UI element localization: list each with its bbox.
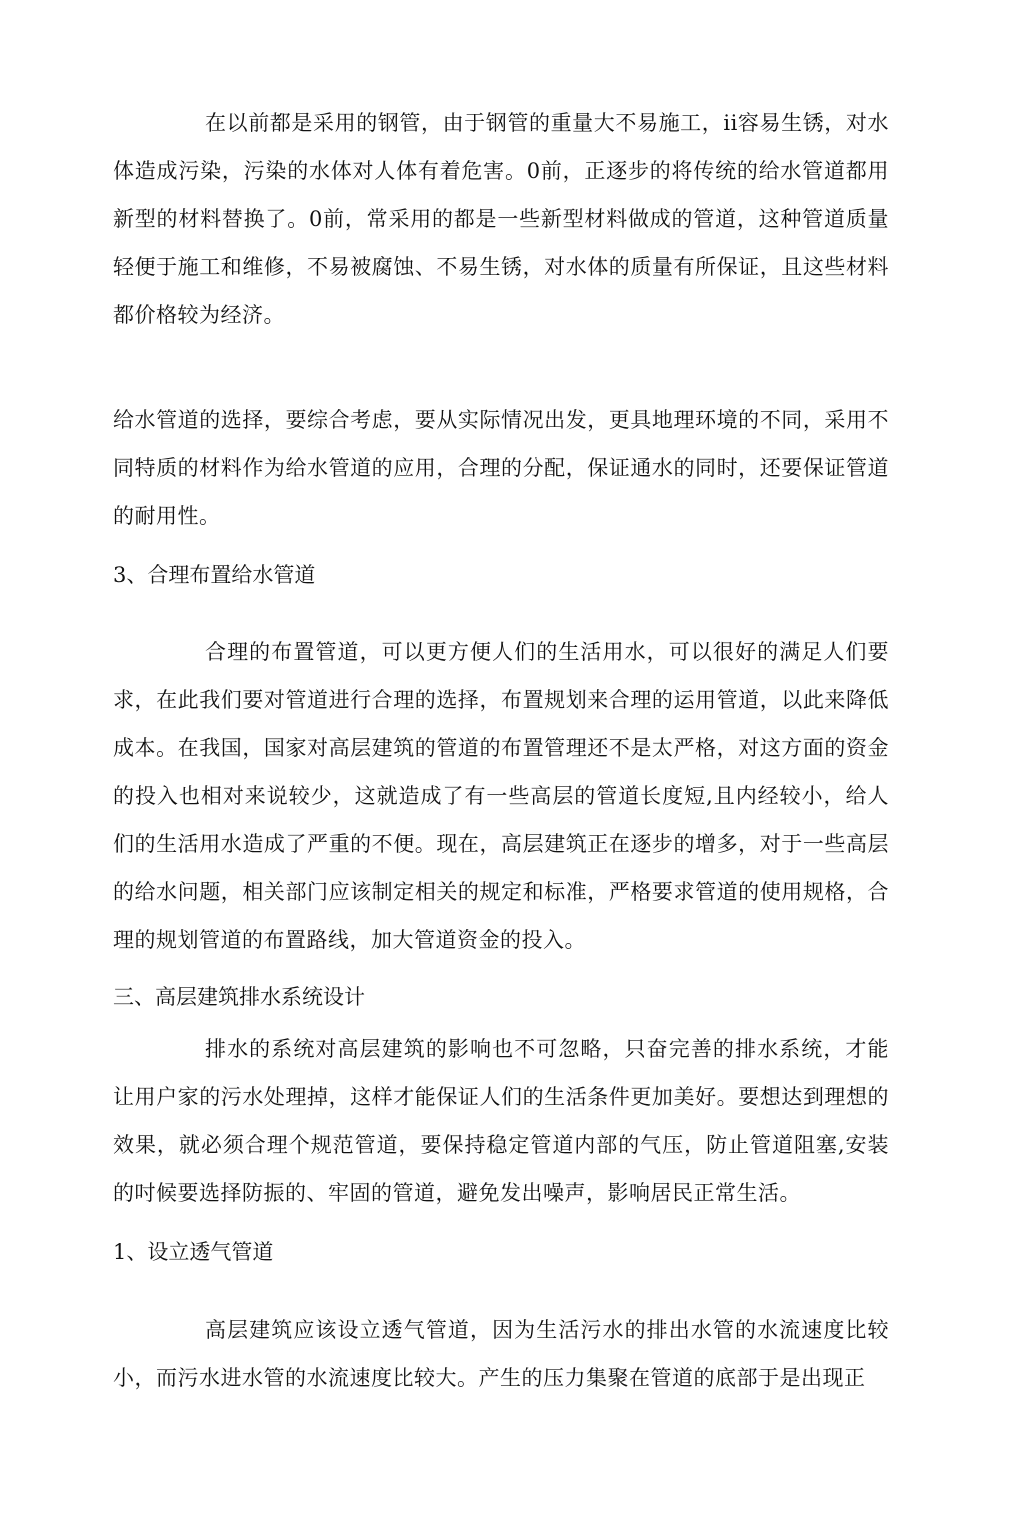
paragraph-steel-pipe: 在以前都是采用的钢管，由于钢管的重量大不易施工，ii容易生锈，对水体造成污染，污染的水体对人体有着危害。0前，正逐步的将传统的给水管道都用新型的材料替换了。0前，常采用的都是一些新型材料做成的管道，这种管道质量轻便于施工和维修，不易被腐蚀、不易生锈，对水体的质量有所保证，且这些材料都价格较为经济。 [113, 111, 889, 327]
heading-arrange-supply-pipes: 3、合理布置给水管道 [113, 563, 316, 587]
heading-vent-pipes: 1、设立透气管道 [113, 1240, 274, 1264]
heading-drainage-design: 三、高层建筑排水系统设计 [113, 985, 365, 1009]
paragraph-pipe-selection: 给水管道的选择，要综合考虑，要从实际情况出发，更具地理环境的不同，采用不同特质的材料作为给水管道的应用，合理的分配，保证通水的同时，还要保证管道的耐用性。 [113, 408, 889, 528]
paragraph-drainage-system: 排水的系统对高层建筑的影响也不可忽略，只奋完善的排水系统，才能让用户家的污水处理掉，这样才能保证人们的生活条件更加美好。要想达到理想的效果，就必须合理个规范管道，要保持稳定管道内部的气压，防止管道阻塞,安装的吋候要选择防振的、牢固的管道，避免发出噪声，影响居民正常生活。 [113, 1037, 889, 1205]
paragraph-vent-pipes: 高层建筑应该设立透气管道，因为生活污水的排出水管的水流速度比较小，而污水进水管的水流速度比较大。产生的压力集聚在管道的底部于是出现正 [113, 1318, 889, 1390]
paragraph-pipe-layout: 合理的布置管道，可以更方便人们的生活用水，可以很好的满足人们要求，在此我们要对管道进行合理的选择，布置规划来合理的运用管道，以此来降低成本。在我国，国家对高层建筑的管道的布置管理还不是太严格，对这方面的资金的投入也相对来说较少，这就造成了有一些高层的管道长度短,且内经较小，给人们的生活用水造成了严重的不便。现在，高层建筑正在逐步的增多，对于一些高层的给水问题，相关部门应该制定相关的规定和标准，严格要求管道的使用规格，合理的规划管道的布置路线，加大管道资金的投入。 [113, 640, 889, 952]
